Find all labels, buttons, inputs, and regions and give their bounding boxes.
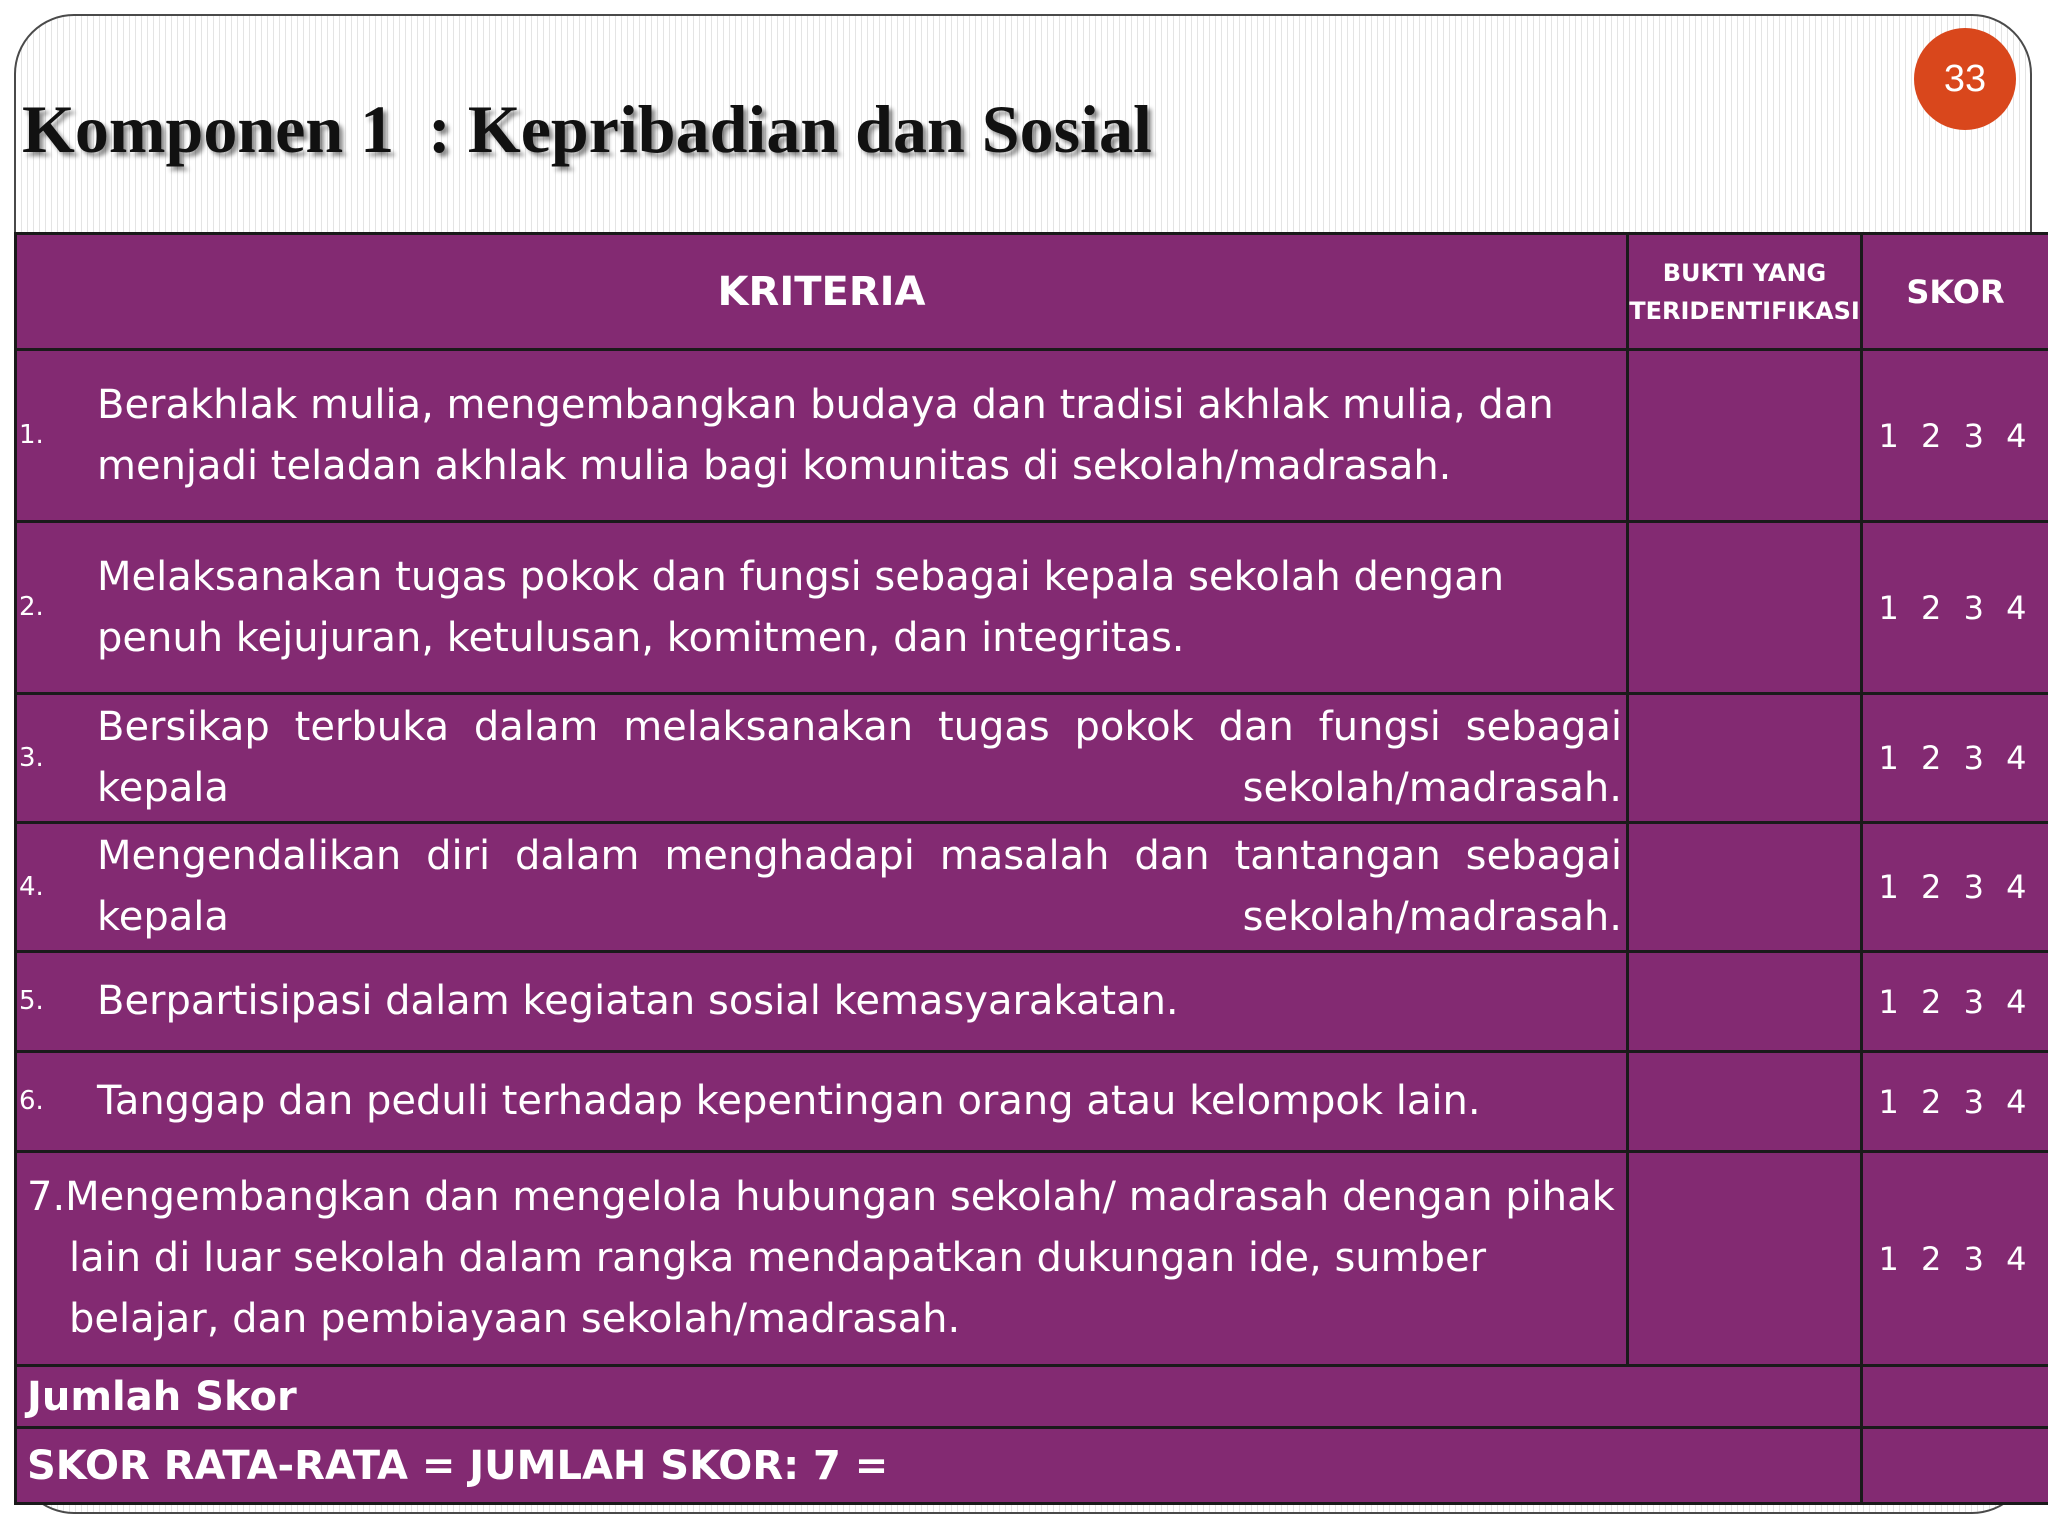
- criteria-row-2: [16, 522, 2048, 694]
- score-options[interactable]: 1 2 3 4: [1862, 694, 2048, 823]
- criteria-text: Berpartisipasi dalam kegiatan sosial kemasyarakatan.: [97, 978, 1179, 1024]
- criteria-text: Mengembangkan dan mengelola hubungan sekolah/ madrasah dengan pihak lain di luar sekolah dalam rangka mendapatkan dukungan ide, sumber belajar, dan pembiayaan sekolah/madrasah.: [65, 1174, 1615, 1342]
- criteria-text: Melaksanakan tugas pokok dan fungsi sebagai kepala sekolah dengan penuh kejujuran, ketulusan, komitmen, dan integritas.: [97, 553, 1505, 661]
- criteria-table: [14, 232, 2048, 1505]
- jumlah-skor-value[interactable]: [1862, 1366, 2048, 1428]
- score-options[interactable]: 1 2 3 4: [1862, 952, 2048, 1052]
- rata-rata-value[interactable]: [1862, 1428, 2048, 1504]
- evidence-cell[interactable]: [1628, 1052, 1862, 1152]
- evidence-cell[interactable]: [1628, 522, 1862, 694]
- header-bukti: BUKTI YANG TERIDENTIFIKASI: [1628, 234, 1862, 350]
- criteria-row-1: [16, 350, 2048, 522]
- criteria-text: Tanggap dan peduli terhadap kepentingan orang atau kelompok lain.: [97, 1078, 1481, 1124]
- criteria-text-block: [17, 1155, 1626, 1362]
- criteria-text: Bersikap terbuka dalam melaksanakan tugas pokok dan fungsi sebagai kepala sekolah/madrasah.: [97, 704, 1622, 811]
- score-options[interactable]: 1 2 3 4: [1862, 1152, 2048, 1366]
- criteria-row-4: [16, 823, 2048, 952]
- row-number: 5.: [19, 986, 44, 1016]
- score-options[interactable]: 1 2 3 4: [1862, 350, 2048, 522]
- row-number: 3.: [19, 742, 44, 773]
- criteria-text: Mengendalikan diri dalam menghadapi masalah dan tantangan sebagai kepala sekolah/madrasah.: [97, 833, 1622, 940]
- rata-rata-row: [16, 1428, 2048, 1504]
- row-number: 2.: [19, 592, 44, 622]
- evidence-cell[interactable]: [1628, 1152, 1862, 1366]
- evidence-cell[interactable]: [1628, 823, 1862, 952]
- criteria-row-3: [16, 694, 2048, 823]
- criteria-text: Berakhlak mulia, mengembangkan budaya dan tradisi akhlak mulia, dan menjadi teladan akhlak mulia bagi komunitas di sekolah/madrasah.: [97, 381, 1554, 489]
- rata-rata-label: SKOR RATA-RATA = JUMLAH SKOR: 7 =: [16, 1428, 1862, 1504]
- jumlah-skor-row: [16, 1366, 2048, 1428]
- page-number-badge: 33: [1914, 28, 2016, 130]
- criteria-row-5: [16, 952, 2048, 1052]
- evidence-cell[interactable]: [1628, 952, 1862, 1052]
- row-number: 7.: [27, 1174, 66, 1220]
- header-row: [16, 234, 2048, 350]
- evidence-cell[interactable]: [1628, 350, 1862, 522]
- slide-title: Komponen 1 : Kepribadian dan Sosial: [22, 91, 1152, 167]
- header-skor: SKOR: [1862, 234, 2048, 350]
- evidence-cell[interactable]: [1628, 694, 1862, 823]
- row-number: 1.: [19, 420, 44, 450]
- score-options[interactable]: 1 2 3 4: [1862, 823, 2048, 952]
- jumlah-skor-label: Jumlah Skor: [16, 1366, 1862, 1428]
- row-number: 4.: [19, 871, 44, 902]
- row-number: 6.: [19, 1086, 44, 1116]
- criteria-row-6: [16, 1052, 2048, 1152]
- score-options[interactable]: 1 2 3 4: [1862, 522, 2048, 694]
- header-kriteria: KRITERIA: [16, 234, 1628, 350]
- score-options[interactable]: 1 2 3 4: [1862, 1052, 2048, 1152]
- criteria-row-7: [16, 1152, 2048, 1366]
